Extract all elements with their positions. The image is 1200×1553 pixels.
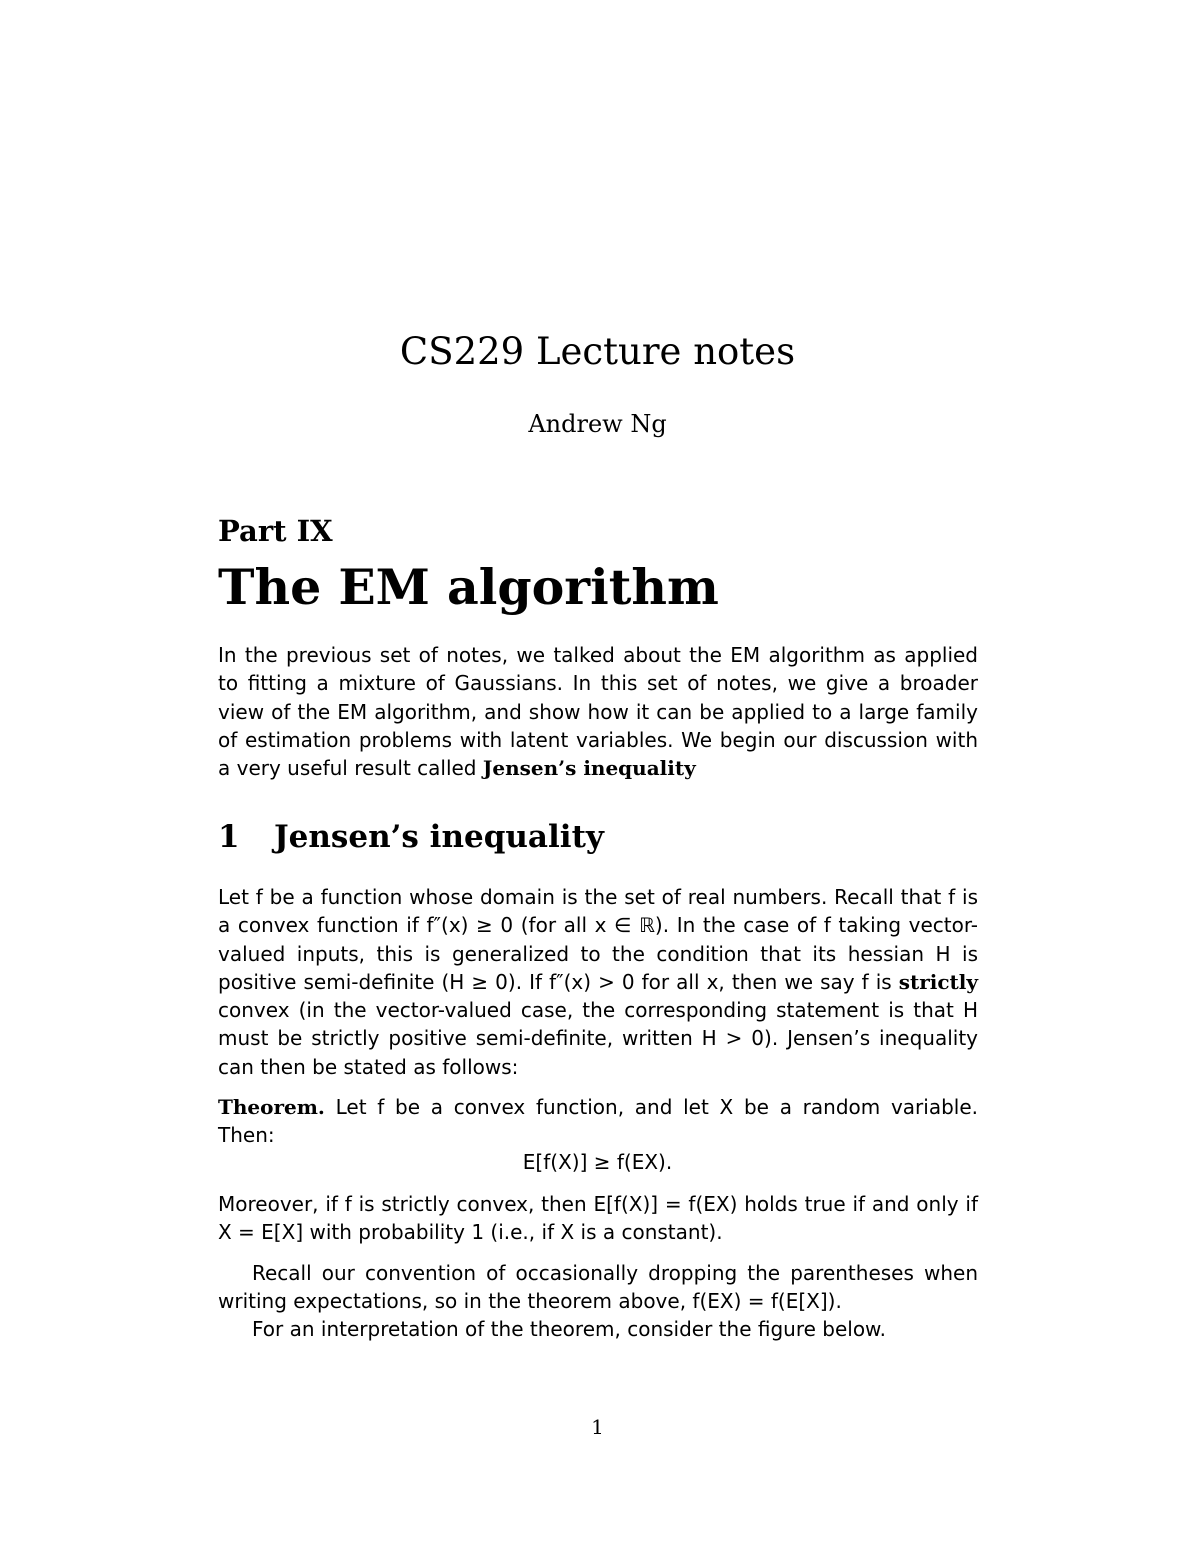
author-name: Andrew Ng	[528, 410, 667, 438]
part-title: The EM algorithm	[218, 558, 719, 616]
section-number: 1	[218, 819, 240, 855]
interpretation-paragraph	[218, 1315, 978, 1343]
theorem-text: Let f be a convex function, and let X be a random variable. Then:	[218, 1095, 979, 1148]
intro-text: In the previous set of notes, we talked about the EM algorithm as applied to fitting a mixture of Gaussians. In this set of notes, we give a broader view of the EM algorithm, and show how it can be applied to a large family of estimation problems with latent variables. We begin our discussion with a very useful result called	[218, 643, 978, 781]
theorem-after	[218, 1190, 978, 1247]
jensen-text-b: convex (in the vector-valued case, the corresponding statement is that H must be strictly positive semi-definite, written H > 0). Jensen’s inequality can then be stated as follows:	[218, 998, 978, 1079]
strictly-term: strictly	[898, 969, 979, 994]
intro-paragraph	[218, 641, 978, 782]
interpretation-text: For an interpretation of the theorem, consider the figure below.	[252, 1317, 886, 1341]
convention-text: Recall our convention of occasionally dropping the parentheses when writing expectations, so in the theorem above, f(EX) = f(E[X]).	[218, 1261, 978, 1314]
jensen-equation: E[f(X)] ≥ f(EX).	[522, 1150, 673, 1174]
convention-paragraph	[218, 1259, 978, 1316]
page-number: 1	[591, 1415, 604, 1439]
theorem-after-text: Moreover, if f is strictly convex, then E[f(X)] = f(EX) holds true if and only if X = E[X] with probability 1 (i.e., if X is a constant).	[218, 1192, 978, 1245]
intro-bold-term: Jensen’s inequality	[482, 756, 696, 781]
theorem-label: Theorem.	[218, 1095, 325, 1119]
jensen-paragraph	[218, 883, 978, 1081]
section-heading	[218, 819, 604, 855]
part-label: Part IX	[218, 514, 333, 548]
jensen-text-a: Let f be a function whose domain is the set of real numbers. Recall that f is a convex function if f″(x) ≥ 0 (for all x ∈ ℝ). In the case of f taking vector-valued inputs, this is generalized to the condition that its hessian H is positive semi-definite (H ≥ 0). If f″(x) > 0 for all x, then we say f is	[218, 885, 978, 994]
document-title: CS229 Lecture notes	[399, 330, 796, 373]
theorem-block	[218, 1093, 978, 1150]
section-title: Jensen’s inequality	[274, 819, 604, 855]
